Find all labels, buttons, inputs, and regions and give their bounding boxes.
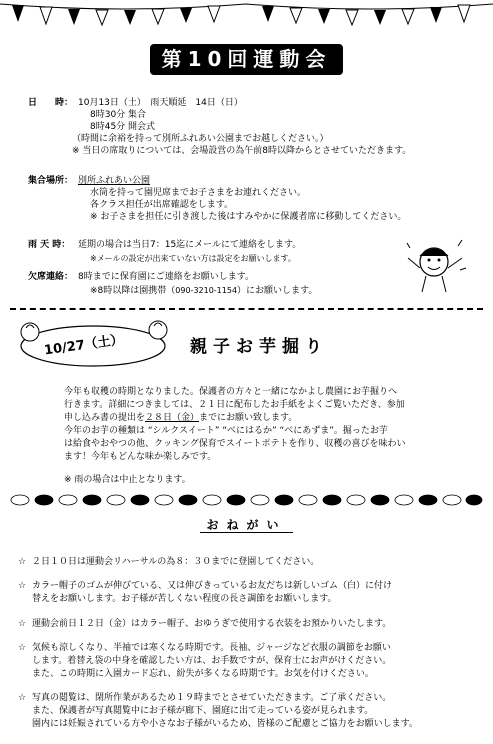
- seat-note: ※ 当日の席取りについては、会場設営の為午前8時以降からとさせていただきます。: [72, 146, 412, 156]
- assembly-time: 8時30分 集合: [90, 110, 147, 120]
- place-line4: ※ お子さまを担任に引き渡した後はすみやかに保護者席に移動してください。: [90, 212, 407, 222]
- child-cheering-illustration: [402, 228, 472, 298]
- absent-row: 欠席連絡： 8時までに保育園にご連絡をお願いします。: [28, 272, 255, 282]
- rain-row: 雨 天 時： 延期の場合は当日7：15迄にメールにて連絡をします。: [28, 240, 302, 250]
- requests-heading: おねがい: [0, 518, 493, 534]
- section-divider: [10, 308, 483, 310]
- absent-note: ※8時以降は園携帯（090-3210-1154）にお願いします。: [90, 286, 318, 296]
- bunting-decoration: [0, 0, 493, 26]
- potato-heading: 親子お芋掘り: [190, 337, 328, 357]
- request-item-2: ☆ カラー帽子のゴムが伸びている、又は伸びきっているお友だちは新しいゴム（白）に付け 替えをお願いします。お子様が苦しくない程度の長さ調節をお願いします。: [18, 581, 393, 605]
- rain-note: ※メールの設定が出来ていない方は設定をお願いします。: [90, 254, 296, 263]
- page-title: 第10回運動会: [0, 44, 493, 75]
- time-note: （時間に余裕を持って別所ふれあい公園までお越しください。）: [72, 134, 329, 144]
- request-item-1: ☆ ２日１０日は運動会リハーサルの為８：３０までに登園してください。: [18, 557, 320, 567]
- place-row: 集合場所： 別所ふれあい公園: [28, 176, 151, 186]
- place-line3: 各クラス担任が出席確認をします。: [90, 200, 234, 210]
- date-badge: 10/27（土）: [43, 332, 125, 359]
- potato-para1: 今年も収穫の時期となりました。保護者の方々と一緒になかよし農園にお芋掘りへ 行きます。詳細につきましては、２１日に配布したお手紙をよくご覧いただき、参加 申し込み書の提出を２８日（金）までにお願い致します。 今年のお芋の種類は “シルクスイート” “べにはるか” “べにあずま”。掘ったお芋 は給食やおやつの他、クッキング保育でスイートポテトを作り、収穫の喜びを味わい ます！今年もどんな味か楽しみです。: [64, 387, 406, 463]
- potato-rain-note: ※ 雨の場合は中止となります。: [64, 475, 191, 485]
- date-row: 日 時： 10月13日（土） 雨天順延 14日（日）: [28, 98, 243, 108]
- request-item-5: ☆ 写真の閲覧は、閉所作業があるため１９時までとさせていただきます。ご了承ください。 また、保護者が写真閲覧中にお子様が廊下、園庭に出て走っている姿が見られます。 園内には妊娠されている方や小さなお子様がいるため、皆様のご配慮とご協力をお願いします。: [18, 693, 418, 730]
- request-item-3: ☆ 運動会前日１２日（金）はカラー帽子、おゆうぎで使用する衣装をお預かりいたします。: [18, 619, 392, 629]
- leaf-divider: [10, 492, 483, 508]
- request-item-4: ☆ 気候も涼しくなり、半袖では寒くなる時期です。長袖、ジャージなど衣服の調節をお願い します。着替え袋の中身を確認したい方は、お手数ですが、保育士にお声がけください。 また、この時期に入園カード忘れ、紛失が多くなる時期です。お気を付けください。: [18, 643, 392, 680]
- place-line2: 水筒を持って園児席までお子さまをお連れください。: [90, 188, 307, 198]
- opening-time: 8時45分 開会式: [90, 122, 156, 132]
